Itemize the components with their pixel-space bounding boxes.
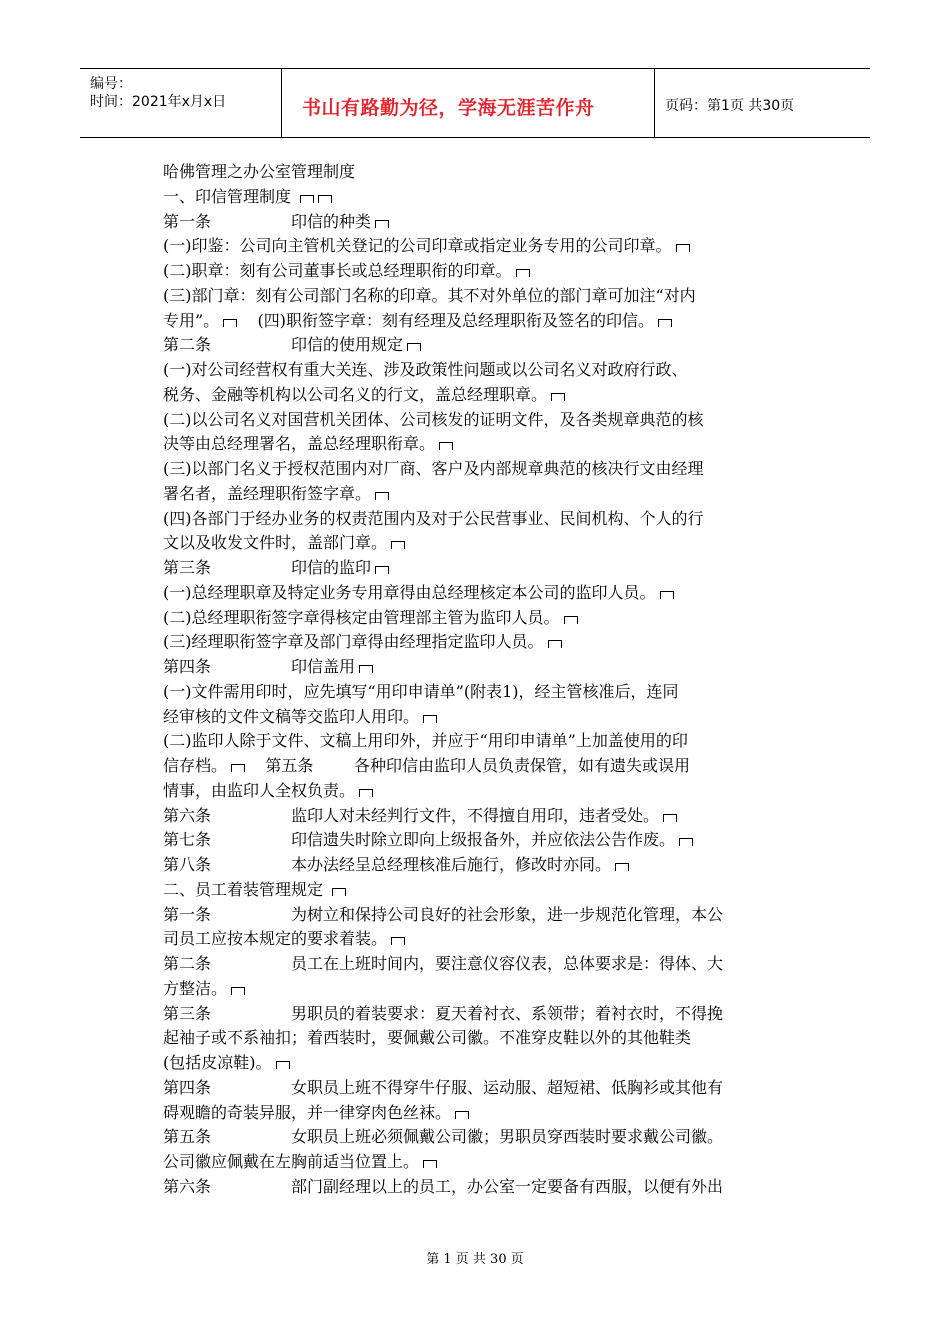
article-label: 第三条 — [163, 1003, 212, 1023]
text-line — [163, 1051, 793, 1076]
text-line — [163, 1150, 793, 1175]
header-page-cell — [655, 69, 870, 137]
text-line — [163, 828, 793, 853]
paragraph-return-mark — [332, 888, 346, 896]
article-label: 第四条 — [163, 657, 212, 676]
paragraph-return-mark — [663, 814, 677, 822]
text-line — [163, 606, 793, 631]
text-line — [163, 853, 793, 878]
text-line — [163, 210, 793, 235]
line-text: 女职员上班不得穿牛仔服、运动服、超短裙、低胸衫或其他有 — [291, 1077, 724, 1097]
line-tail-text: 第五条 各种印信由监印人员负责保管，如有遗失或误用 — [245, 756, 691, 775]
line-text: 方整洁。 — [163, 978, 228, 998]
line-text: (一)印鉴：公司向主管机关登记的公司印章或指定业务专用的公司印章。 — [163, 236, 672, 256]
line-text: (二)总经理职衔签字章得核定由管理部主管为监印人员。 — [163, 607, 560, 627]
article-label: 第六条 — [163, 805, 212, 825]
motto-text: 书山有路勤为径，学海无涯苦作舟 — [302, 97, 595, 119]
text-line — [163, 680, 793, 705]
line-text: 署名者，盖经理职衔签字章。 — [163, 483, 372, 503]
paragraph-return-mark — [679, 838, 693, 846]
text-line — [163, 1101, 793, 1126]
header-table — [80, 68, 870, 138]
text-line — [163, 531, 793, 556]
document-body — [163, 160, 793, 1200]
text-line — [163, 729, 793, 754]
paragraph-return-mark — [551, 393, 565, 401]
line-tail-text: (四)职衔签字章：刻有经理及总经理职衔及签名的印信。 — [237, 310, 655, 330]
text-line — [163, 1125, 793, 1150]
text-line — [163, 556, 793, 581]
text-line — [163, 284, 793, 309]
paragraph-return-mark — [276, 1061, 290, 1069]
paragraph-return-mark — [516, 269, 530, 277]
line-text: 部门副经理以上的员工，办公室一定要备有西服，以便有外出 — [291, 1176, 724, 1196]
line-text: (一)对公司经营权有重大关连、涉及政策性问题或以公司名义对政府行政、 — [163, 360, 688, 379]
line-text: 文以及收发文件时，盖部门章。 — [163, 533, 388, 553]
text-line — [163, 408, 793, 433]
text-line — [163, 259, 793, 284]
text-line — [163, 977, 793, 1002]
text-line — [163, 1002, 793, 1027]
line-text: 司员工应按本规定的要求着装。 — [163, 929, 388, 949]
paragraph-return-mark — [615, 863, 629, 871]
paragraph-return-mark — [391, 937, 405, 945]
line-text: (二)职章：刻有公司董事长或总经理职衔的印章。 — [163, 261, 512, 280]
text-line — [163, 754, 793, 779]
line-text: 印信的监印 — [291, 558, 372, 577]
text-line — [163, 952, 793, 977]
paragraph-return-mark — [231, 987, 245, 995]
paragraph-return-mark — [455, 1111, 469, 1119]
paragraph-return-mark — [231, 764, 245, 772]
header-info-cell — [80, 69, 282, 137]
line-text: 碍观瞻的奇装异服，并一律穿肉色丝袜。 — [163, 1102, 452, 1122]
text-line — [163, 1076, 793, 1101]
text-line — [163, 630, 793, 655]
line-text: 情事，由监印人全权负责。 — [163, 780, 356, 800]
document-number-label: 编号： — [90, 76, 132, 92]
line-text: 印信遗失时除立即向上级报备外，并应依法公告作废。 — [291, 830, 676, 850]
line-text: 专用”。 — [163, 310, 220, 330]
paragraph-return-mark — [318, 195, 332, 203]
line-text: (四)各部门于经办业务的权责范围内及对于公民营事业、民间机构、个人的行 — [163, 508, 704, 528]
article-label: 第七条 — [163, 830, 212, 850]
page-info: 页码：第1页 共30页 — [665, 98, 795, 114]
line-text: (二)以公司名义对国营机关团体、公司核发的证明文件，及各类规章典范的核 — [163, 409, 704, 429]
paragraph-return-mark — [375, 566, 389, 574]
paragraph-return-mark — [359, 789, 373, 797]
line-text: 二、员工着装管理规定 — [163, 879, 329, 899]
line-text: 信存档。 — [163, 756, 228, 775]
paragraph-return-mark — [660, 591, 674, 599]
text-line — [163, 358, 793, 383]
line-text: (三)部门章：刻有公司部门名称的印章。其不对外单位的部门章可加注“对内 — [163, 285, 696, 305]
article-label: 第二条 — [163, 335, 212, 355]
line-text: 印信盖用 — [291, 657, 356, 676]
article-label: 第一条 — [163, 211, 212, 231]
paragraph-return-mark — [548, 640, 562, 648]
text-line — [163, 779, 793, 804]
text-line — [163, 507, 793, 532]
line-text: (三)经理职衔签字章及部门章得由经理指定监印人员。 — [163, 632, 544, 652]
article-label: 第四条 — [163, 1077, 212, 1097]
text-line — [163, 432, 793, 457]
paragraph-return-mark — [359, 665, 373, 673]
line-text: 经审核的文件文稿等交监印人用印。 — [163, 706, 420, 726]
paragraph-return-mark — [300, 195, 314, 203]
line-text: 女职员上班必须佩戴公司徽；男职员穿西装时要求戴公司徽。 — [291, 1127, 724, 1147]
line-text: (一)文件需用印时，应先填写“用印申请单”(附表1)，经主管核准后，连同 — [163, 681, 679, 701]
line-text: 决等由总经理署名，盖总经理职衔章。 — [163, 434, 436, 454]
paragraph-return-mark — [223, 319, 237, 327]
text-line — [163, 927, 793, 952]
text-line — [163, 185, 793, 210]
article-label: 第六条 — [163, 1176, 212, 1196]
paragraph-return-mark — [658, 319, 672, 327]
line-text: 税务、金融等机构以公司名义的行文，盖总经理职章。 — [163, 384, 548, 404]
paragraph-return-mark — [375, 220, 389, 228]
paragraph-return-mark — [564, 616, 578, 624]
line-text: 一、印信管理制度 — [163, 186, 297, 206]
paragraph-return-mark — [423, 715, 437, 723]
paragraph-return-mark — [375, 492, 389, 500]
article-label: 第三条 — [163, 558, 212, 577]
text-line — [163, 1026, 793, 1051]
line-text: 员工在上班时间内，要注意仪容仪表，总体要求是：得体、大 — [291, 954, 724, 973]
line-text: 公司徽应佩戴在左胸前适当位置上。 — [163, 1152, 420, 1171]
paragraph-return-mark — [676, 244, 690, 252]
text-line — [163, 581, 793, 606]
paragraph-return-mark — [407, 343, 421, 351]
header-motto-cell — [282, 69, 655, 137]
line-text: 印信的种类 — [291, 211, 372, 231]
line-text: 起袖子或不系袖扣；着西装时，要佩戴公司徽。不准穿皮鞋以外的其他鞋类 — [163, 1028, 692, 1048]
article-label: 第二条 — [163, 954, 212, 973]
article-label: 第五条 — [163, 1127, 212, 1147]
page-footer: 第 1 页 共 30 页 — [426, 1252, 524, 1267]
line-text: (包括皮凉鞋)。 — [163, 1053, 272, 1072]
text-line — [163, 234, 793, 259]
text-line — [163, 383, 793, 408]
text-line — [163, 457, 793, 482]
text-line — [163, 482, 793, 507]
line-text: 为树立和保持公司良好的社会形象，进一步规范化管理，本公 — [291, 904, 724, 924]
paragraph-return-mark — [439, 442, 453, 450]
text-line — [163, 705, 793, 730]
text-line — [163, 1175, 793, 1200]
line-text: 监印人对未经判行文件，不得擅自用印，违者受处。 — [291, 805, 660, 825]
text-line — [163, 804, 793, 829]
text-line — [163, 160, 793, 185]
line-text: 男职员的着装要求：夏天着衬衣、系领带；着衬衣时，不得挽 — [291, 1003, 724, 1023]
text-line — [163, 655, 793, 680]
line-text: (三)以部门名义于授权范围内对厂商、客户及内部规章典范的核决行文由经理 — [163, 459, 704, 478]
text-line — [163, 903, 793, 928]
paragraph-return-mark — [391, 541, 405, 549]
text-line — [163, 333, 793, 358]
line-text: (一)总经理职章及特定业务专用章得由总经理核定本公司的监印人员。 — [163, 582, 656, 602]
document-date-label: 时间：2021年x月x日 — [90, 94, 227, 110]
text-line — [163, 309, 793, 334]
line-text: 本办法经呈总经理核准后施行，修改时亦同。 — [291, 855, 612, 874]
article-label: 第一条 — [163, 904, 212, 924]
line-text: (二)监印人除于文件、文稿上用印外，并应于“用印申请单”上加盖使用的印 — [163, 731, 688, 751]
article-label: 第八条 — [163, 855, 212, 874]
text-line — [163, 878, 793, 903]
line-text: 哈佛管理之办公室管理制度 — [163, 162, 356, 181]
paragraph-return-mark — [423, 1160, 437, 1168]
line-text: 印信的使用规定 — [291, 335, 404, 355]
